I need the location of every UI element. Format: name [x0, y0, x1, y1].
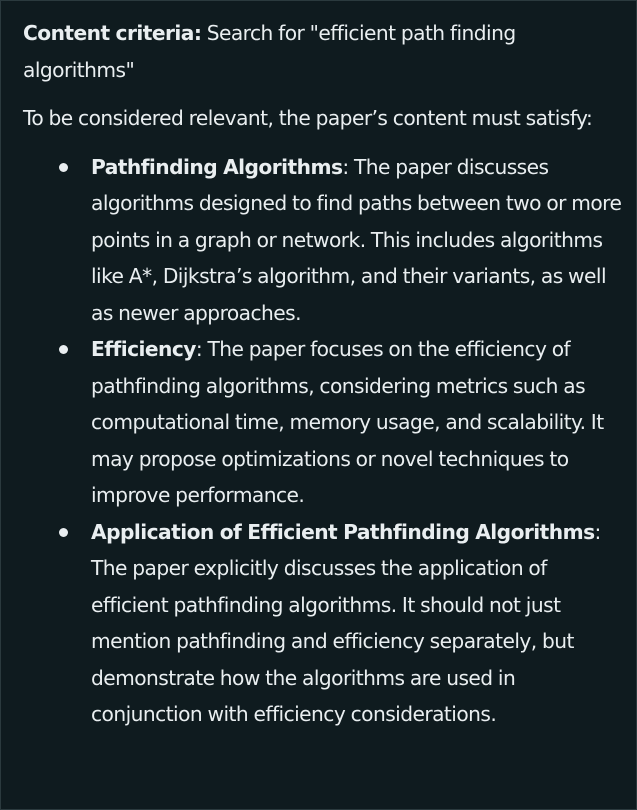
criteria-term: Application of Efficient Pathfinding Algorithms: [91, 519, 595, 544]
criteria-item-application: [91, 514, 626, 733]
criteria-term: Pathfinding Algorithms: [91, 154, 343, 179]
relevance-intro: To be considered relevant, the paper’s content must satisfy:: [23, 106, 593, 130]
criteria-item-efficiency: [91, 331, 626, 514]
criteria-description: : The paper discusses algorithms designed to find paths between two or more points in a graph or network. This includes algorithms like A*, Dijkstra’s algorithm, and their variants, as well as newer approaches.: [91, 154, 622, 325]
bullet-icon: [59, 528, 68, 537]
criteria-description: : The paper focuses on the efficiency of pathfinding algorithms, considering metrics such as computational time, memory usage, and scalability. It may propose optimizations or novel techniques to improve performance.: [91, 337, 604, 507]
criteria-panel: [1, 1, 636, 733]
criteria-item-pathfinding-algorithms: [91, 149, 626, 332]
content-criteria-line: [23, 15, 626, 88]
criteria-term: Efficiency: [91, 337, 196, 361]
content-criteria-query: Search for "efficient path finding algorithms": [23, 21, 516, 82]
criteria-list: [23, 149, 626, 733]
criteria-description: : The paper explicitly discusses the application of efficient pathfinding algorithms. It should not just mention pathfinding and efficiency separately, but demonstrate how the algorithms are used in conjunction with efficiency considerations.: [91, 519, 601, 726]
content-criteria-label: Content criteria:: [23, 21, 202, 45]
bullet-icon: [59, 345, 68, 354]
bullet-icon: [59, 163, 68, 172]
